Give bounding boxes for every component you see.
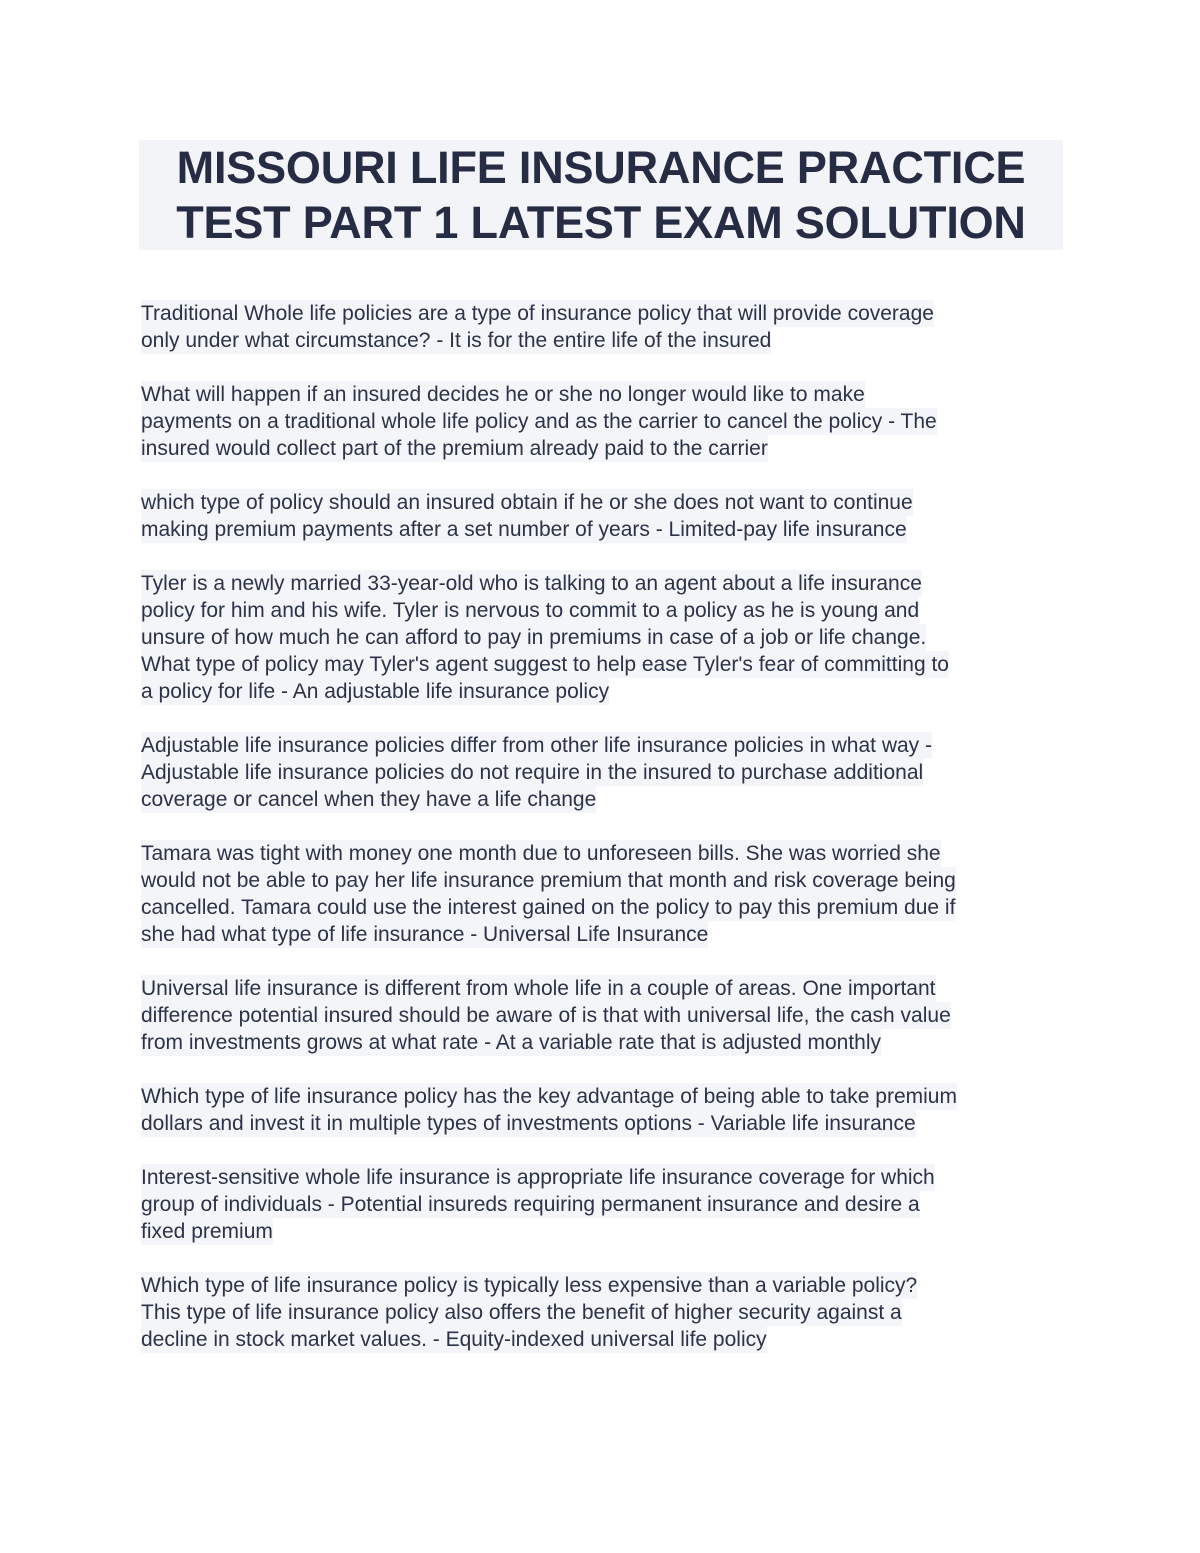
text-line: Which type of life insurance policy has the key advantage of being able to take premium [141, 1085, 957, 1108]
text-line: from investments grows at what rate - At a variable rate that is adjusted monthly [141, 1031, 882, 1054]
document-title [139, 140, 1063, 250]
question-answer-item [141, 1164, 1071, 1245]
text-line: which type of policy should an insured obtain if he or she does not want to continue [141, 491, 913, 514]
question-answer-item [141, 1272, 1071, 1353]
text-line: Which type of life insurance policy is typically less expensive than a variable policy? [141, 1274, 918, 1297]
text-line: Traditional Whole life policies are a type of insurance policy that will provide coverage [141, 302, 934, 325]
text-line: Adjustable life insurance policies do not require in the insured to purchase additional [141, 761, 924, 784]
question-answer-item [141, 732, 1071, 813]
text-line: unsure of how much he can afford to pay in premiums in case of a job or life change. [141, 626, 927, 649]
text-line: a policy for life - An adjustable life insurance policy [141, 680, 610, 703]
question-answer-item [141, 1083, 1071, 1137]
text-line: insured would collect part of the premium already paid to the carrier [141, 437, 768, 460]
title-line-2: TEST PART 1 LATEST EXAM SOLUTION [176, 197, 1026, 248]
text-line: would not be able to pay her life insurance premium that month and risk coverage being [141, 869, 956, 892]
text-line: Tamara was tight with money one month due to unforeseen bills. She was worried she [141, 842, 941, 865]
question-answer-item [141, 570, 1071, 705]
question-answer-item [141, 489, 1071, 543]
text-line: decline in stock market values. - Equity-indexed universal life policy [141, 1328, 767, 1351]
text-line: Adjustable life insurance policies differ from other life insurance policies in what way - [141, 734, 932, 757]
text-line: coverage or cancel when they have a life change [141, 788, 597, 811]
question-answer-item [141, 975, 1071, 1056]
text-line: difference potential insured should be aware of is that with universal life, the cash value [141, 1004, 951, 1027]
text-line: she had what type of life insurance - Universal Life Insurance [141, 923, 709, 946]
text-line: This type of life insurance policy also offers the benefit of higher security against a [141, 1301, 902, 1324]
text-line: fixed premium [141, 1220, 273, 1243]
text-line: Tyler is a newly married 33-year-old who is talking to an agent about a life insurance [141, 572, 922, 595]
text-line: cancelled. Tamara could use the interest gained on the policy to pay this premium due if [141, 896, 956, 919]
text-line: Universal life insurance is different from whole life in a couple of areas. One important [141, 977, 936, 1000]
question-answer-item [141, 381, 1071, 462]
text-line: dollars and invest it in multiple types of investments options - Variable life insurance [141, 1112, 916, 1135]
text-line: policy for him and his wife. Tyler is nervous to commit to a policy as he is young and [141, 599, 920, 622]
title-line-1: MISSOURI LIFE INSURANCE PRACTICE [176, 142, 1026, 193]
text-line: group of individuals - Potential insureds requiring permanent insurance and desire a [141, 1193, 920, 1216]
question-answer-item [141, 840, 1071, 948]
question-answer-list [141, 300, 1071, 1380]
text-line: making premium payments after a set number of years - Limited-pay life insurance [141, 518, 907, 541]
text-line: What type of policy may Tyler's agent suggest to help ease Tyler's fear of committing to [141, 653, 949, 676]
question-answer-item [141, 300, 1071, 354]
text-line: Interest-sensitive whole life insurance is appropriate life insurance coverage for which [141, 1166, 935, 1189]
text-line: only under what circumstance? - It is for the entire life of the insured [141, 329, 772, 352]
text-line: What will happen if an insured decides he or she no longer would like to make [141, 383, 865, 406]
text-line: payments on a traditional whole life policy and as the carrier to cancel the policy - The [141, 410, 937, 433]
